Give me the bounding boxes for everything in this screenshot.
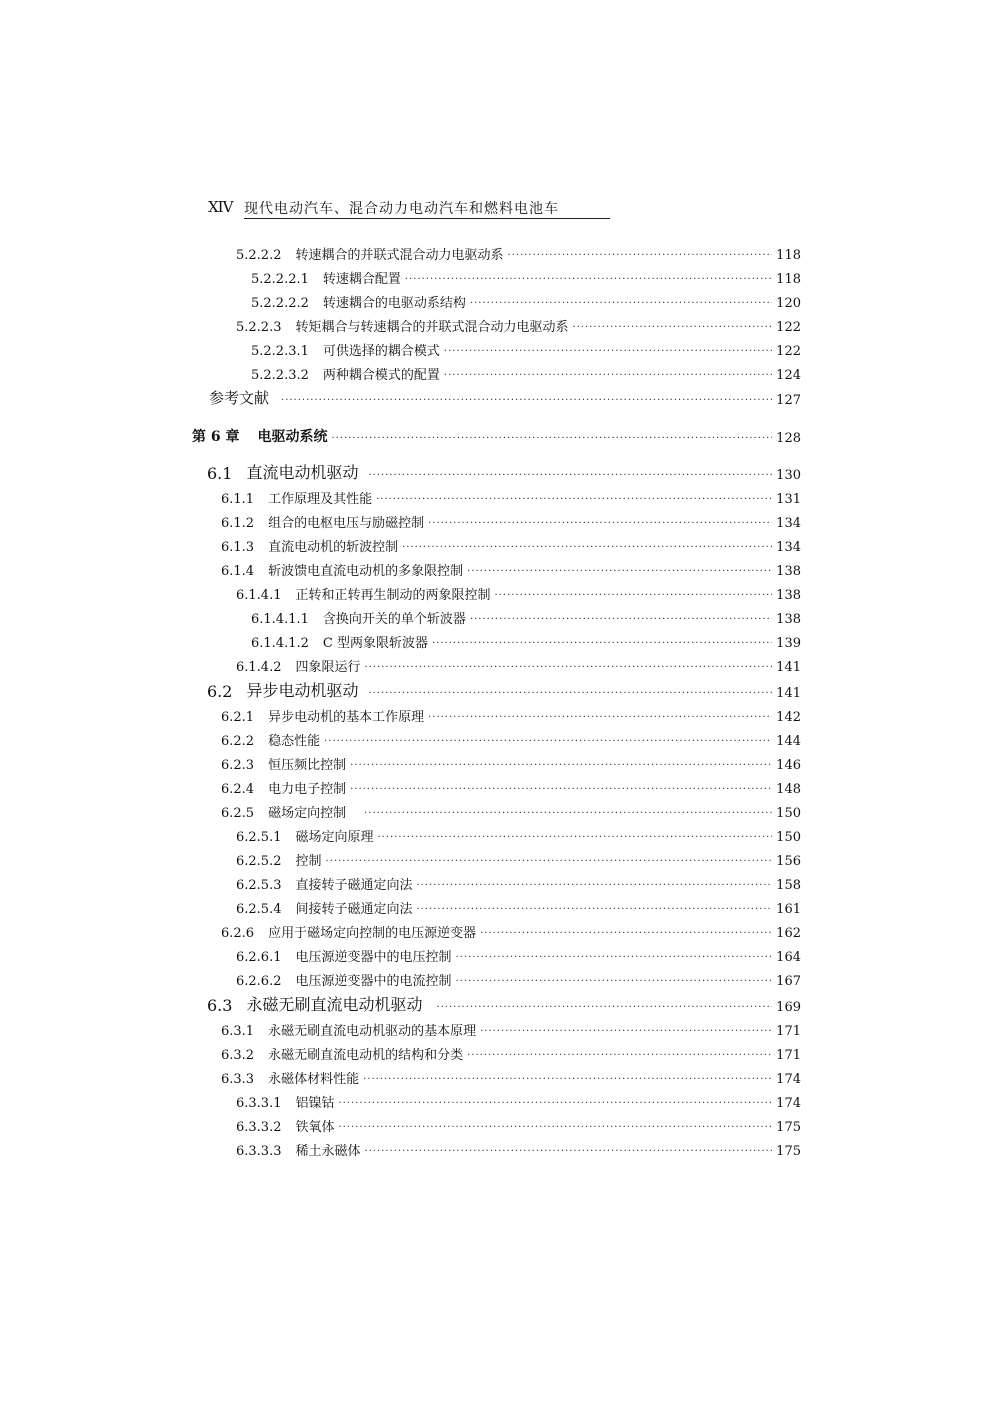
toc-entry-title: 永磁无刷直流电动机驱动 — [246, 995, 423, 1014]
toc-entry-page: 122 — [776, 344, 801, 359]
toc-entry[interactable] — [236, 1139, 801, 1159]
toc-entry[interactable] — [221, 777, 801, 797]
toc-entry-page: 169 — [776, 1000, 801, 1015]
toc-entry[interactable] — [251, 339, 801, 359]
toc-entry-page: 156 — [776, 854, 801, 869]
toc-leader-dots — [480, 1025, 772, 1039]
toc-entry-number: 6.2.6 — [221, 926, 255, 941]
toc-entry[interactable] — [236, 315, 801, 335]
toc-entry-page: 175 — [776, 1120, 801, 1135]
toc-entry-number: 6.2.6.2 — [236, 974, 282, 989]
toc-entry-title: 工作原理及其性能 — [268, 492, 373, 507]
toc-entry-page: 134 — [776, 540, 801, 555]
toc-entry[interactable] — [236, 897, 801, 917]
toc-entry-title: 含换向开关的单个斩波器 — [322, 612, 466, 627]
toc-entry-title: 电驱动系统 — [257, 429, 328, 445]
toc-entry-number: 6.2.5.3 — [236, 878, 282, 893]
toc-entry[interactable] — [221, 511, 801, 531]
toc-entry-title: 电压源逆变器中的电流控制 — [295, 974, 452, 989]
toc-entry-page: 141 — [776, 660, 801, 675]
toc-entry-number: 6.1 — [207, 464, 233, 483]
toc-entry[interactable] — [221, 753, 801, 773]
toc-leader-dots — [573, 321, 773, 335]
toc-entry-title: 四象限运行 — [295, 660, 361, 675]
toc-entry-number: 6.1.4.1.2 — [251, 636, 309, 651]
toc-entry-page: 138 — [776, 588, 801, 603]
toc-entry-page: 144 — [776, 734, 801, 749]
toc-entry-page: 128 — [776, 431, 801, 446]
toc-entry-page: 122 — [776, 320, 801, 335]
toc-leader-dots — [368, 687, 772, 701]
toc-leader-dots — [326, 855, 773, 869]
toc-entry-number: 6.2 — [207, 682, 233, 701]
toc-entry-section[interactable] — [207, 995, 801, 1015]
toc-entry-number: 6.3.1 — [221, 1024, 255, 1039]
toc-entry[interactable] — [221, 559, 801, 579]
toc-entry-page: 130 — [776, 468, 801, 483]
toc-entry-number: 6.2.5 — [221, 806, 255, 821]
toc-entry-number: 6.2.5.4 — [236, 902, 282, 917]
toc-entry-number: 6.2.4 — [221, 782, 255, 797]
toc-entry[interactable] — [236, 945, 801, 965]
toc-entry-title: 永磁无刷直流电动机的结构和分类 — [268, 1048, 464, 1063]
toc-entry-number: 6.2.2 — [221, 734, 255, 749]
toc-entry[interactable] — [251, 631, 801, 651]
toc-leader-dots — [339, 1097, 773, 1111]
toc-leader-dots — [470, 613, 772, 627]
toc-entry-number: 5.2.2.3.1 — [251, 344, 309, 359]
toc-leader-dots — [365, 1145, 773, 1159]
toc-entry-number: 6.1.2 — [221, 516, 255, 531]
toc-entry[interactable] — [251, 267, 801, 287]
toc-entry-page: 174 — [776, 1072, 801, 1087]
toc-entry-number: 6.1.4 — [221, 564, 255, 579]
toc-leader-dots — [405, 273, 772, 287]
toc-entry-page: 150 — [776, 806, 801, 821]
toc-entry-title: 控制 — [295, 854, 322, 869]
toc-leader-dots — [281, 394, 772, 408]
toc-entry-title: 电力电子控制 — [268, 782, 347, 797]
toc-entry-number: 6.3.3.2 — [236, 1120, 282, 1135]
toc-entry-title: 转速耦合配置 — [322, 272, 401, 287]
toc-entry[interactable] — [251, 607, 801, 627]
toc-entry-page: 171 — [776, 1048, 801, 1063]
toc-entry[interactable] — [221, 801, 801, 821]
toc-leader-dots — [428, 517, 772, 531]
toc-entry-page: 141 — [776, 686, 801, 701]
toc-entry-title: 直流电动机的斩波控制 — [268, 540, 399, 555]
toc-entry-title: 磁场定向原理 — [295, 830, 374, 845]
toc-leader-dots — [364, 807, 772, 821]
toc-entry-title: 两种耦合模式的配置 — [322, 368, 440, 383]
toc-entry-title: 可供选择的耦合模式 — [322, 344, 440, 359]
toc-entry-title: 斩波馈电直流电动机的多象限控制 — [268, 564, 464, 579]
toc-entry-page: 138 — [776, 612, 801, 627]
toc-leader-dots — [376, 493, 772, 507]
toc-entry[interactable] — [236, 243, 801, 263]
toc-entry-references[interactable] — [209, 388, 801, 408]
toc-leader-dots — [467, 565, 772, 579]
toc-entry-title: 异步电动机驱动 — [246, 681, 359, 700]
toc-entry[interactable] — [236, 873, 801, 893]
toc-entry-page: 150 — [776, 830, 801, 845]
toc-entry-page: 142 — [776, 710, 801, 725]
toc-entry-number: 6.2.5.1 — [236, 830, 282, 845]
toc-entry[interactable] — [221, 487, 801, 507]
toc-leader-dots — [324, 735, 772, 749]
toc-entry-number: 5.2.2.2.2 — [251, 296, 309, 311]
toc-leader-dots — [444, 369, 772, 383]
toc-entry-number: 6.2.6.1 — [236, 950, 282, 965]
toc-leader-dots — [470, 297, 772, 311]
toc-entry-title: 直接转子磁通定向法 — [295, 878, 413, 893]
toc-entry-title: 应用于磁场定向控制的电压源逆变器 — [268, 926, 477, 941]
toc-entry-page: 146 — [776, 758, 801, 773]
toc-leader-dots — [417, 903, 773, 917]
toc-leader-dots — [368, 469, 772, 483]
toc-entry-title: 直流电动机驱动 — [246, 463, 359, 482]
toc-entry-number: 5.2.2.3 — [236, 320, 282, 335]
toc-leader-dots — [456, 951, 773, 965]
toc-entry-title: 稳态性能 — [268, 734, 321, 749]
toc-leader-dots — [480, 927, 772, 941]
toc-entry-page: 171 — [776, 1024, 801, 1039]
toc-entry-section[interactable] — [207, 463, 801, 483]
toc-entry[interactable] — [221, 921, 801, 941]
toc-entry-page: 175 — [776, 1144, 801, 1159]
toc-entry-number: 6.1.3 — [221, 540, 255, 555]
toc-entry-number: 5.2.2.2.1 — [251, 272, 309, 287]
toc-entry-page: 127 — [776, 393, 801, 408]
toc-entry[interactable] — [251, 363, 801, 383]
toc-entry-title: 电压源逆变器中的电压控制 — [295, 950, 452, 965]
toc-entry-page: 120 — [776, 296, 801, 311]
toc-entry-number: 6.3.3.1 — [236, 1096, 282, 1111]
toc-entry-page: 158 — [776, 878, 801, 893]
toc-entry-section[interactable] — [207, 681, 801, 701]
toc-entry-number: 5.2.2.3.2 — [251, 368, 309, 383]
toc-entry-number: 6.3.3 — [221, 1072, 255, 1087]
toc-leader-dots — [436, 1001, 772, 1015]
toc-entry[interactable] — [236, 583, 801, 603]
toc-leader-dots — [402, 541, 772, 555]
toc-entry[interactable] — [236, 849, 801, 869]
toc-entry-number: 6.3.2 — [221, 1048, 255, 1063]
toc-entry[interactable] — [221, 705, 801, 725]
toc-entry-page: 162 — [776, 926, 801, 941]
toc-entry-number: 5.2.2.2 — [236, 248, 282, 263]
toc-leader-dots — [417, 879, 773, 893]
toc-entry-page: 164 — [776, 950, 801, 965]
toc-entry-chapter[interactable] — [192, 426, 801, 446]
toc-entry-number: 6.3.3.3 — [236, 1144, 282, 1159]
toc-entry-title: 磁场定向控制 — [268, 806, 347, 821]
header-page-number: XIV — [208, 198, 233, 216]
toc-entry[interactable] — [221, 729, 801, 749]
toc-entry-number: 6.3 — [207, 996, 233, 1015]
toc-entry-title: C 型两象限斩波器 — [322, 636, 428, 651]
toc-entry-page: 118 — [776, 248, 801, 263]
toc-leader-dots — [339, 1121, 773, 1135]
toc-entry[interactable] — [251, 291, 801, 311]
toc-entry-title: 转速耦合的并联式混合动力电驱动系 — [295, 248, 504, 263]
toc-entry-title: 铝镍钴 — [295, 1096, 335, 1111]
toc-leader-dots — [350, 783, 772, 797]
toc-entry-title: 参考文献 — [209, 389, 270, 407]
toc-entry-title: 永磁无刷直流电动机驱动的基本原理 — [268, 1024, 477, 1039]
toc-entry[interactable] — [221, 1043, 801, 1063]
toc-entry-page: 124 — [776, 368, 801, 383]
toc-leader-dots — [456, 975, 773, 989]
toc-entry-title: 正转和正转再生制动的两象限控制 — [295, 588, 491, 603]
toc-leader-dots — [378, 831, 773, 845]
toc-entry-title: 铁氧体 — [295, 1120, 335, 1135]
toc-entry-page: 148 — [776, 782, 801, 797]
toc-leader-dots — [365, 661, 773, 675]
toc-entry-number: 第 6 章 — [192, 429, 240, 445]
toc-leader-dots — [467, 1049, 772, 1063]
toc-leader-dots — [428, 711, 772, 725]
toc-entry-number: 6.1.4.2 — [236, 660, 282, 675]
toc-entry-title: 恒压频比控制 — [268, 758, 347, 773]
toc-entry-page: 134 — [776, 516, 801, 531]
toc-entry[interactable] — [236, 1091, 801, 1111]
toc-entry-page: 118 — [776, 272, 801, 287]
toc-leader-dots — [495, 589, 773, 603]
toc-leader-dots — [432, 637, 772, 651]
toc-leader-dots — [508, 249, 773, 263]
toc-entry-title: 转矩耦合与转速耦合的并联式混合动力电驱动系 — [295, 320, 569, 335]
toc-entry[interactable] — [236, 969, 801, 989]
toc-entry-title: 稀土永磁体 — [295, 1144, 361, 1159]
toc-entry-title: 异步电动机的基本工作原理 — [268, 710, 425, 725]
toc-leader-dots — [350, 759, 772, 773]
toc-entry[interactable] — [221, 1019, 801, 1039]
toc-entry-page: 167 — [776, 974, 801, 989]
toc-entry-page: 174 — [776, 1096, 801, 1111]
toc-entry-number: 6.1.4.1 — [236, 588, 282, 603]
toc-entry-title: 转速耦合的电驱动系结构 — [322, 296, 466, 311]
toc-leader-dots — [332, 432, 773, 446]
toc-entry-number: 6.1.4.1.1 — [251, 612, 309, 627]
toc-leader-dots — [363, 1073, 772, 1087]
toc-entry-title: 组合的电枢电压与励磁控制 — [268, 516, 425, 531]
toc-entry[interactable] — [221, 1067, 801, 1087]
toc-entry[interactable] — [236, 825, 801, 845]
toc-entry[interactable] — [221, 535, 801, 555]
toc-entry-page: 138 — [776, 564, 801, 579]
toc-entry-number: 6.2.1 — [221, 710, 255, 725]
toc-entry-page: 139 — [776, 636, 801, 651]
toc-entry-number: 6.2.5.2 — [236, 854, 282, 869]
toc-entry[interactable] — [236, 1115, 801, 1135]
toc-entry-title: 永磁体材料性能 — [268, 1072, 360, 1087]
header-book-title: 现代电动汽车、混合动力电动汽车和燃料电池车 — [244, 201, 559, 217]
toc-entry-number: 6.2.3 — [221, 758, 255, 773]
toc-entry-page: 161 — [776, 902, 801, 917]
toc-leader-dots — [444, 345, 772, 359]
toc-entry-title: 间接转子磁通定向法 — [295, 902, 413, 917]
toc-entry[interactable] — [236, 655, 801, 675]
toc-entry-number: 6.1.1 — [221, 492, 255, 507]
toc-entry-page: 131 — [776, 492, 801, 507]
